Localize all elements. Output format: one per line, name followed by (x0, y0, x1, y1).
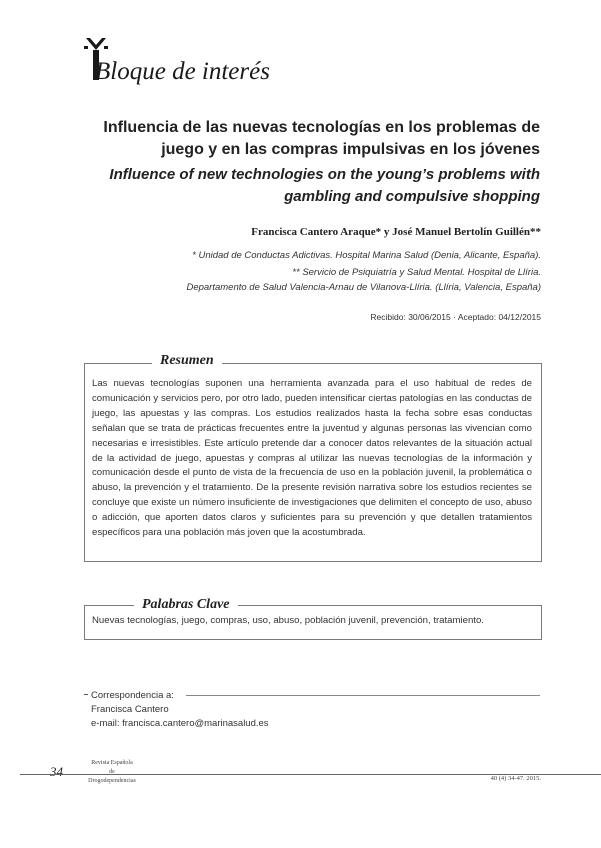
article-title-spanish: Influencia de las nuevas tecnologías en los problemas de juego y en las compras impulsivas en los jóvenes (103, 119, 540, 158)
affiliation-2b: Departamento de Salud Valencia-Arnau de Vilanova-Llíria. (Llíria, Valencia, España) (186, 282, 541, 293)
citation: 40 (4) 34-47. 2015. (490, 775, 541, 782)
section-title: Bloque de interés (95, 58, 270, 85)
correspondence-label: Correspondencia a: (91, 690, 174, 701)
correspondence-rule-left (84, 694, 88, 695)
keywords-heading: Palabras Clave (134, 597, 238, 613)
affiliation-2a: ** Servicio de Psiquiatría y Salud Mental. Hospital de Llíria. (292, 267, 541, 278)
abstract-text: Las nuevas tecnologías suponen una herramienta avanzada para el uso habitual de redes de comunicación y servicios pero, por otro lado, pueden intensificar ciertas patologías en las conductas de juego, las apuestas y las compras. Los estudios realizados hasta la fecha sobre esas conductas señalan que se trata de prácticas frecuentes entre la juventud y algunas personas las vivencian como necesarias e irresistibles. Este artículo pretende dar a conocer datos relevantes de la situación actual de la actividad de juego, apuestas y compras al utilizar las nuevas tecnologías de la información y comunicación desde el punto de vista de la frecuencia de uso en la población juvenil, la problemática o abuso, la prevención y el tratamiento. De la presente revisión narrativa sobre los estudios recientes se concluye que existe un número insuficiente de investigaciones que delimiten el concepto de uso, abuso o adicción, que aporten datos claros y suficientes para su prevención y que detallen tratamientos específicos para una población más joven que la acostumbrada. (92, 378, 532, 539)
correspondence-email[interactable]: e-mail: francisca.cantero@marinasalud.es (91, 718, 269, 729)
keywords-text: Nuevas tecnologías, juego, compras, uso, abuso, población juvenil, prevención, tratamiento. (92, 615, 484, 626)
journal-name-line1: Revista Española (91, 760, 133, 766)
received-accepted-dates: Recibido: 30/06/2015 · Aceptado: 04/12/2015 (370, 312, 541, 322)
page-number: 34 (50, 764, 63, 779)
journal-name-line3: Drogodependencias (88, 778, 136, 784)
correspondence-block (91, 689, 269, 731)
affiliation-1: * Unidad de Conductas Adictivas. Hospital Marina Salud (Denia, Alicante, España). (192, 250, 541, 261)
journal-name-line2: de (109, 769, 115, 775)
correspondence-name: Francisca Cantero (91, 704, 169, 715)
article-title-english: Influence of new technologies on the young’s problems with gambling and compulsive shopping (109, 166, 540, 205)
journal-name (82, 759, 142, 786)
authors: Francisca Cantero Araque* y José Manuel Bertolín Guillén** (251, 226, 541, 238)
abstract-heading: Resumen (152, 353, 222, 369)
